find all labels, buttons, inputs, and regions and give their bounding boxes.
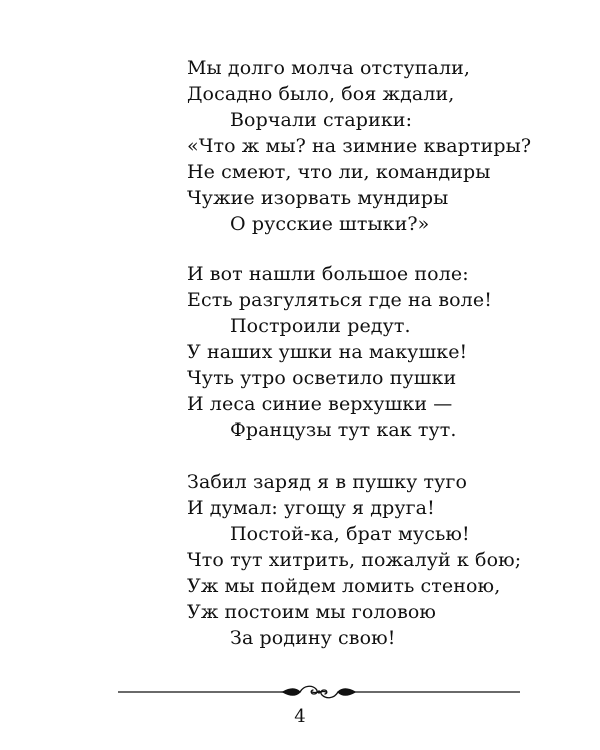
- poem-line: И вот нашли большое поле:: [187, 263, 469, 285]
- poem-line: Чуть утро осветило пушки: [187, 367, 457, 389]
- poem-line: И леса синие верхушки —: [187, 393, 453, 415]
- poem-line: «Что ж мы? на зимние квартиры?: [187, 135, 532, 157]
- poem-line: Чужие изорвать мундиры: [187, 187, 449, 209]
- poem-line: Мы долго молча отступали,: [187, 57, 471, 79]
- poem-line: Не смеют, что ли, командиры: [187, 161, 491, 183]
- page-number: 4: [294, 706, 306, 727]
- poem-line: Что тут хитрить, пожалуй к бою;: [187, 549, 522, 571]
- poem-line: Уж мы пойдем ломить стеною,: [187, 575, 501, 597]
- poem-line: И думал: угощу я друга!: [187, 497, 435, 519]
- poem-line: Постой-ка, брат мусью!: [230, 523, 470, 545]
- poem-line: О русские штыки?»: [230, 213, 430, 235]
- poem-line: У наших ушки на макушке!: [187, 341, 468, 363]
- poem-line: Забил заряд я в пушку туго: [187, 471, 468, 493]
- poem-line: Уж постоим мы головою: [187, 601, 437, 623]
- poem-line: Есть разгуляться где на воле!: [187, 289, 492, 311]
- poem-line: За родину свою!: [230, 627, 396, 649]
- poem-line: Построили редут.: [230, 315, 411, 337]
- poem-line: Досадно было, боя ждали,: [187, 83, 455, 105]
- poem-line: Французы тут как тут.: [230, 419, 457, 441]
- poem-line: Ворчали старики:: [230, 109, 413, 131]
- decorative-divider-icon: [118, 680, 520, 704]
